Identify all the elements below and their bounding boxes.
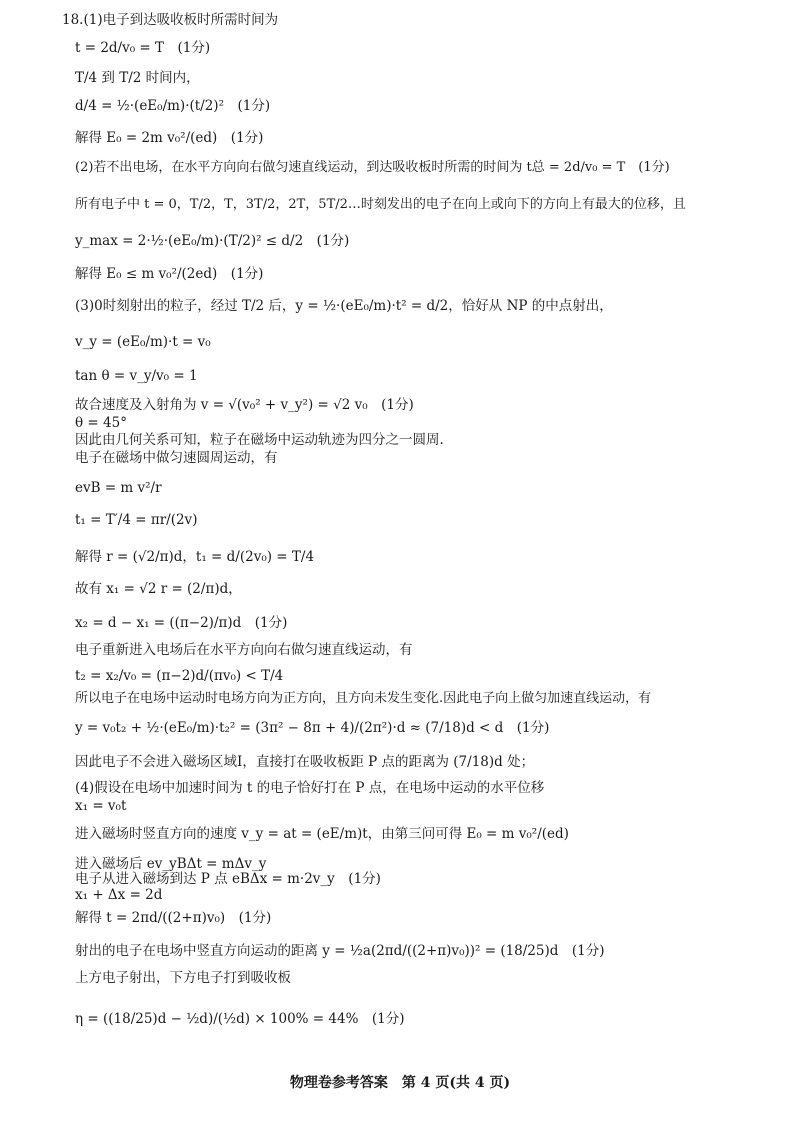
y-equation: y = v₀t₂ + ½·(eE₀/m)·t₂² = (3π² − 8π + 4)/(2π²)·d ≈ (7/18)d < d (1分) <box>75 720 550 736</box>
force-equation: evB = m v²/r <box>75 480 162 496</box>
text-line: 所以电子在电场中运动时电场方向为正方向，且方向未发生变化.因此电子向上做匀加速直线运动，有 <box>75 691 652 706</box>
text-line: 因此电子不会进入磁场区域Ⅰ，直接打在吸收板距 P 点的距离为 (7/18)d 处； <box>75 754 535 770</box>
text-line: 电子在磁场中做匀速圆周运动，有 <box>75 450 278 466</box>
tan-theta-equation: tan θ = v_y/v₀ = 1 <box>75 368 198 384</box>
problem-18-part1-heading: 18.(1)电子到达吸收板时所需时间为 <box>62 12 279 28</box>
result-e0: 解得 E₀ = 2m v₀²/(ed) (1分) <box>75 130 264 146</box>
momentum-equation: 电子从进入磁场到达 P 点 eBΔx = m·2v_y (1分) <box>75 871 381 887</box>
efficiency-equation: η = ((18/25)d − ½d)/(½d) × 100% = 44% (1分) <box>75 1011 405 1027</box>
text-line: 因此由几何关系可知，粒子在磁场中运动轨迹为四分之一圆周. <box>75 432 444 448</box>
t2-equation: t₂ = x₂/v₀ = (π−2)d/(πv₀) < T/4 <box>75 668 284 684</box>
ymax-equation: y_max = 2·½·(eE₀/m)·(T/2)² ≤ d/2 (1分) <box>75 233 350 249</box>
vy-equation: v_y = (eE₀/m)·t = v₀ <box>75 334 211 350</box>
text-line: T/4 到 T/2 时间内， <box>75 70 200 86</box>
vy-at-equation: 进入磁场时竖直方向的速度 v_y = at = (eE/m)t，由第三问可得 E₀ = m v₀²/(ed) <box>75 826 569 842</box>
t-result: 解得 t = 2πd/((2+π)v₀) (1分) <box>75 910 272 926</box>
part4-heading: (4)假设在电场中加速时间为 t 的电子恰好打在 P 点，在电场中运动的水平位移 <box>75 780 545 796</box>
text-line: 所有电子中 t = 0，T/2，T，3T/2，2T，5T/2…时刻发出的电子在向上或向下的方向上有最大的位移，且 <box>75 197 686 212</box>
part2-heading: (2)若不出电场，在水平方向向右做匀速直线运动，到达吸收板时所需的时间为 t总 = 2d/v₀ = T (1分) <box>75 160 670 175</box>
velocity-equation: 故合速度及入射角为 v = √(v₀² + v_y²) = √2 v₀ (1分) <box>75 397 414 413</box>
x1-v0t-equation: x₁ = v₀t <box>75 798 127 814</box>
page-footer: 物理卷参考答案 第 4 页(共 4 页) <box>289 1075 511 1091</box>
x2-equation: x₂ = d − x₁ = ((π−2)/π)d (1分) <box>75 615 288 631</box>
distance-equation: 射出的电子在电场中竖直方向运动的距离 y = ½a(2πd/((2+π)v₀))² = (18/25)d (1分) <box>75 943 605 959</box>
displacement-equation: d/4 = ½·(eE₀/m)·(t/2)² (1分) <box>75 98 271 114</box>
t1-equation: t₁ = T′/4 = πr/(2v) <box>75 512 198 528</box>
theta-value: θ = 45° <box>75 415 127 431</box>
part3-heading: (3)0时刻射出的粒子，经过 T/2 后，y = ½·(eE₀/m)·t² = d/2，恰好从 NP 的中点射出， <box>75 298 613 314</box>
time-equation: t = 2d/v₀ = T (1分) <box>75 40 211 56</box>
sum-equation: x₁ + Δx = 2d <box>75 887 163 903</box>
radius-result: 解得 r = (√2/π)d，t₁ = d/(2v₀) = T/4 <box>75 549 315 565</box>
impulse-equation: 进入磁场后 ev_yBΔt = mΔv_y <box>75 856 267 872</box>
text-line: 电子重新进入电场后在水平方向向右做匀速直线运动，有 <box>75 642 413 658</box>
x1-equation: 故有 x₁ = √2 r = (2/π)d， <box>75 581 242 597</box>
text-line: 上方电子射出，下方电子打到吸收板 <box>75 970 291 986</box>
result-e0-inequality: 解得 E₀ ≤ m v₀²/(2ed) (1分) <box>75 266 264 282</box>
